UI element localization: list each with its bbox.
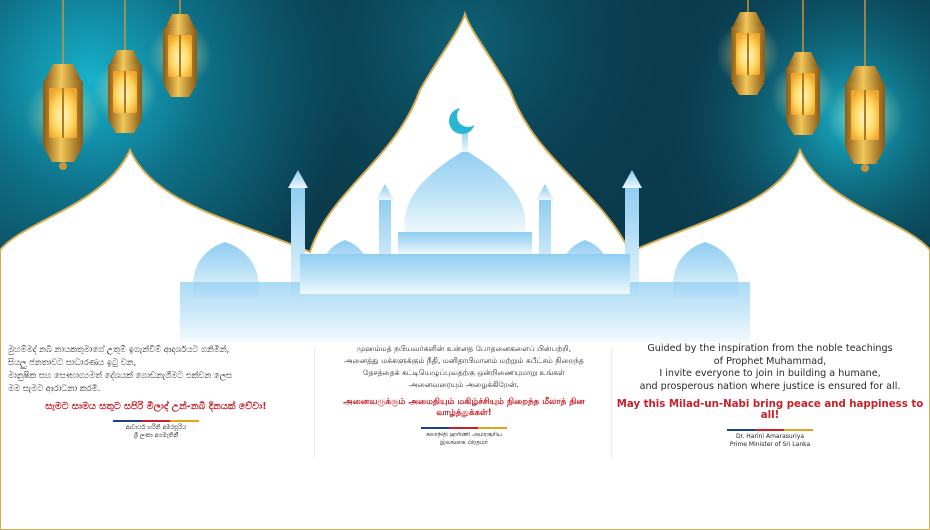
message-line: මුහම්මද් නබි නායකතුමාගේ උතුම් ඉගැන්වීම් ආදර්ශයට ගනිමින්, <box>8 344 230 354</box>
message-line: I invite everyone to join in building a humane, <box>659 368 881 379</box>
message-line: of Prophet Muhammad, <box>713 355 827 367</box>
tamil-message <box>318 343 610 447</box>
signature-title: Prime Minister of Sri Lanka <box>729 441 811 448</box>
message-line: මම සැමට ආරාධනා කරමි. <box>8 383 101 393</box>
signature-title: ශ්‍රී ලංකා අගමැතිනී <box>133 432 179 439</box>
english-message <box>612 343 928 449</box>
greeting-wish: සැමට සාමය සතුට සපිරි මිලාද් උන්-නබි දිනයක් වේවා! <box>45 401 267 412</box>
signature-rule <box>727 429 813 431</box>
signature-title: இலங்கை பிரதமர் <box>440 439 488 446</box>
message-line: அனைத்து மக்களுக்கும் நீதி, மனிதாபிமானம் மற்றும் சுபீட்சம் நிறைந்த <box>344 356 584 365</box>
message-line: தேசத்தைக் கட்டியெழுப்புவதற்கு ஒன்றிணையுமாறு உங்கள் <box>363 368 565 377</box>
message-line: அனைவரையும் அழைக்கிறேன். <box>409 380 519 389</box>
greeting-wish: May this Milad-un-Nabi bring peace and happiness to all! <box>616 399 924 421</box>
signature-rule <box>113 420 199 422</box>
sinhala-message <box>6 343 306 440</box>
message-line: முஹம்மத் நபியவர்களின் உன்னத போதனைகளைப் பின்பற்றி, <box>356 344 572 353</box>
signature-rule <box>421 427 507 429</box>
message-line: සියලු ජනතාවට සාධාරණය ඉටු වන, <box>8 357 137 367</box>
signature-name: ආචාර්ය හරිනි අමරසූරිය <box>125 424 187 431</box>
message-line: මානුෂික සහ සෞභාග්‍යමත් දේශයක් ගොඩනැගීමට එක්වන ලෙස <box>8 370 232 380</box>
signature-name: கலாநிதி ஹரிணி அமரசூரிய <box>425 431 503 438</box>
greeting-wish: அனைவருக்கும் அமைதியும் மகிழ்ச்சியும் நிறைந்த மீலாத் தின வாழ்த்துக்கள்! <box>343 397 585 418</box>
column-divider <box>314 348 315 458</box>
message-line: Guided by the inspiration from the noble teachings <box>647 343 893 354</box>
message-line: and prosperous nation where justice is ensured for all. <box>639 380 901 392</box>
signature-name: Dr. Harini Amarasuriya <box>735 433 805 440</box>
